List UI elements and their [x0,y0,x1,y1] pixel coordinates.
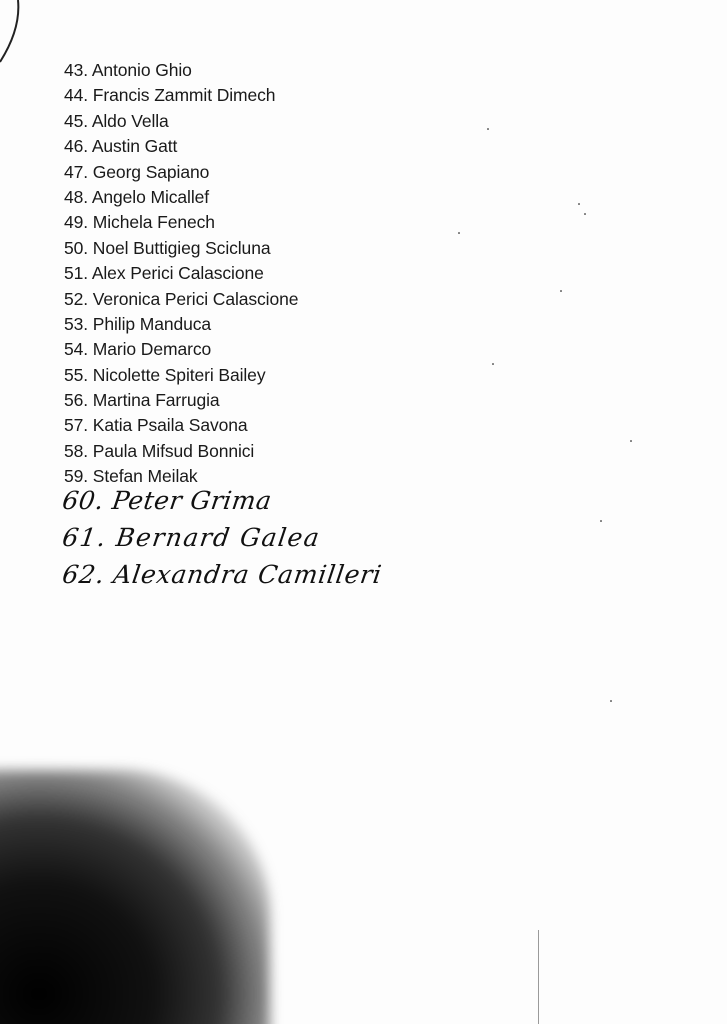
list-item: 59. Stefan Meilak [64,466,198,487]
list-item: 51. Alex Perici Calascione [64,263,264,284]
handwritten-name-list [60,482,384,593]
list-item: 57. Katia Psaila Savona [64,415,248,436]
list-item: 53. Philip Manduca [64,313,212,334]
list-item: 44. Francis Zammit Dimech [64,85,276,106]
scan-speck [578,203,580,205]
list-item: 47. Georg Sapiano [64,161,210,182]
list-item: 49. Michela Fenech [64,212,215,233]
list-item: 46. Austin Gatt [64,136,178,157]
scan-shadow-artifact [0,770,270,1024]
page-fold-mark [0,0,40,90]
scan-speck [487,128,489,130]
typed-name-list [64,58,298,490]
list-item: 54. Mario Demarco [64,339,212,360]
scan-speck [492,363,494,365]
scan-speck [600,520,602,522]
list-item: 58. Paula Mifsud Bonnici [64,440,255,461]
scan-speck [560,290,562,292]
handwritten-item: 60. Peter Grima [60,486,274,515]
list-item: 45. Aldo Vella [64,110,169,131]
handwritten-item: 62. Alexandra Camilleri [60,560,384,589]
list-item: 56. Martina Farrugia [64,390,220,411]
list-item: 52. Veronica Perici Calascione [64,288,299,309]
scan-speck [630,440,632,442]
scan-speck [584,213,586,215]
list-item: 43. Antonio Ghio [64,60,192,80]
handwritten-item: 61. Bernard Galea [60,523,323,552]
list-item: 48. Angelo Micallef [64,186,209,207]
scan-edge-line [538,930,539,1024]
scan-speck [610,700,612,702]
scan-speck [458,232,460,234]
list-item: 50. Noel Buttigieg Scicluna [64,237,271,258]
list-item: 55. Nicolette Spiteri Bailey [64,364,266,385]
